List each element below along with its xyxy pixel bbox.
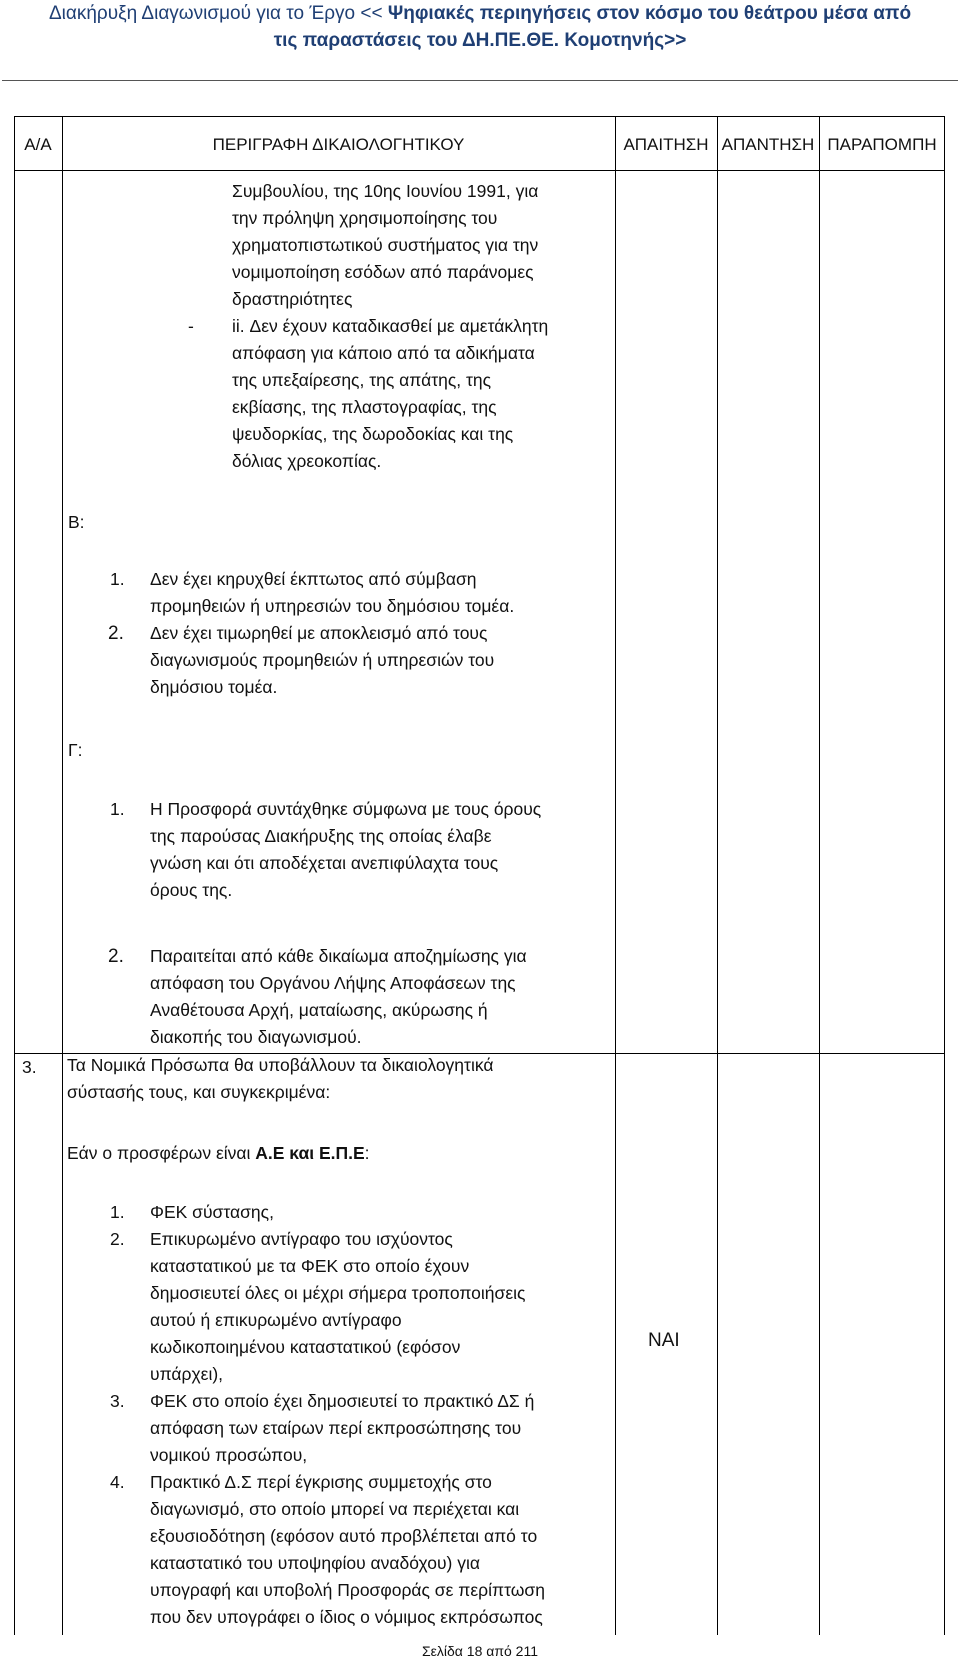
row-3-item-number: 2.: [110, 1229, 125, 1249]
section-a-line: την πρόληψη χρησιμοποίησης του: [232, 208, 498, 228]
row-3-item-number: 1.: [110, 1202, 125, 1222]
item-ii-line: δόλιας χρεοκοπίας.: [232, 451, 382, 471]
condition-suffix: :: [364, 1143, 370, 1163]
header-prefix: Διακήρυξη Διαγωνισμού για το Έργο <<: [48, 3, 388, 24]
row-3-item-line: κωδικοποιημένου καταστατικού (εφόσον: [150, 1337, 461, 1357]
col-divider-answer: [819, 116, 820, 1635]
row-3-number: 3.: [22, 1057, 37, 1077]
header-title-part-1: Ψηφιακές περιηγήσεις στον κόσμο του θεάτρου μέσα από: [387, 3, 912, 24]
row-3-item-line: Επικυρωμένο αντίγραφο του ισχύοντος: [150, 1229, 453, 1249]
col-head-requirement: ΑΠΑΙΤΗΣΗ: [623, 135, 709, 154]
row-3-item-line: διαγωνισμό, στο οποίο μπορεί να περιέχεται και: [150, 1499, 520, 1519]
section-b-item-line: δημόσιου τομέα.: [150, 677, 278, 697]
row-3-item-line: Πρακτικό Δ.Σ περί έγκρισης συμμετοχής στο: [150, 1472, 492, 1492]
row-3-item-line: ΦΕΚ σύστασης,: [150, 1202, 274, 1222]
row-3-item-number: 3.: [110, 1391, 125, 1411]
section-a-line: δραστηριότητες: [232, 289, 353, 309]
row-3-item-line: αυτού ή επικυρωμένο αντίγραφο: [150, 1310, 402, 1330]
section-b-item-number: 1.: [110, 569, 125, 589]
col-head-aa: Α/Α: [24, 135, 52, 154]
col-head-reference: ΠΑΡΑΠΟΜΠΗ: [827, 135, 937, 154]
row-3-item-line: υπάρχει),: [150, 1364, 224, 1384]
section-c-item-line: γνώση και ότι αποδέχεται ανεπιφύλαχτα τους: [150, 853, 499, 873]
col-divider-description: [615, 116, 616, 1635]
header-title-part-2: τις παραστάσεις του ΔΗ.ΠΕ.ΘΕ. Κομοτηνής>>: [273, 30, 687, 51]
header-row-border: [14, 170, 945, 171]
row-3-item-number: 4.: [110, 1472, 125, 1492]
section-c-item-number: 2.: [108, 946, 124, 967]
condition-company-types: Α.Ε και Ε.Π.Ε: [255, 1143, 365, 1163]
section-a-line: νομιμοποίηση εσόδων από παράνομες: [232, 262, 534, 282]
section-b-item-line: προμηθειών ή υπηρεσιών του δημόσιου τομέα.: [150, 596, 515, 616]
header-line-2: [0, 27, 960, 54]
section-c-label: Γ:: [68, 740, 83, 760]
section-c-item-line: Η Προσφορά συντάχθηκε σύμφωνα με τους όρους: [150, 799, 542, 819]
header-rule: [2, 80, 958, 81]
item-ii-dash: -: [188, 316, 194, 336]
section-a-line: χρηματοπιστωτικού συστήματος για την: [232, 235, 539, 255]
section-c-item-number: 1.: [110, 799, 125, 819]
section-a-line: Συμβουλίου, της 10ης Ιουνίου 1991, για: [232, 181, 539, 201]
section-c-item-line: διακοπής του διαγωνισμού.: [150, 1027, 362, 1047]
col-head-description: ΠΕΡΙΓΡΑΦΗ ΔΙΚΑΙΟΛΟΓΗΤΙΚΟΥ: [212, 135, 465, 154]
row-3-item-line: νομικού προσώπου,: [150, 1445, 308, 1465]
row-3-item-line: ΦΕΚ στο οποίο έχει δημοσιευτεί το πρακτικό ΔΣ ή: [150, 1391, 535, 1411]
section-c-item-line: της παρούσας Διακήρυξης της οποίας έλαβε: [150, 826, 492, 846]
section-c-item-line: Παραιτείται από κάθε δικαίωμα αποζημίωσης για: [150, 946, 527, 966]
item-ii-line: ψευδορκίας, της δωροδοκίας και της: [232, 424, 514, 444]
item-ii-line: απόφαση για κάποιο από τα αδικήματα: [232, 343, 535, 363]
row-3-item-line: καταστατικού με τα ΦΕΚ στο οποίο έχουν: [150, 1256, 470, 1276]
col-divider-requirement: [717, 116, 718, 1635]
section-c-item-line: απόφαση του Οργάνου Λήψης Αποφάσεων της: [150, 973, 516, 993]
item-ii-line: ii. Δεν έχουν καταδικασθεί με αμετάκλητη: [232, 316, 549, 336]
condition-prefix: Εάν ο προσφέρων είναι: [67, 1143, 256, 1163]
col-head-answer: ΑΠΑΝΤΗΣΗ: [721, 135, 815, 154]
row-3-item-line: απόφαση των εταίρων περί εκπροσώπησης του: [150, 1418, 522, 1438]
section-b-item-line: Δεν έχει κηρυχθεί έκπτωτος από σύμβαση: [150, 569, 477, 589]
row-3-item-line: καταστατικό του υποψηφίου αναδόχου) για: [150, 1553, 480, 1573]
section-c-item-line: Αναθέτουσα Αρχή, ματαίωσης, ακύρωσης ή: [150, 1000, 488, 1020]
section-b-item-line: διαγωνισμούς προμηθειών ή υπηρεσιών του: [150, 650, 495, 670]
row-3-item-line: εξουσιοδότηση (εφόσον αυτό προβλέπεται από το: [150, 1526, 538, 1546]
header-line-1: [0, 0, 960, 27]
item-ii-line: της υπεξαίρεσης, της απάτης, της: [232, 370, 492, 390]
col-divider-aa: [62, 116, 63, 1635]
row-3-item-line: υπογραφή και υποβολή Προσφοράς σε περίπτωση: [150, 1580, 545, 1600]
section-b-item-line: Δεν έχει τιμωρηθεί με αποκλεισμό από τους: [150, 623, 488, 643]
row-3-item-line: δημοσιευτεί όλες οι μέχρι σήμερα τροποποιήσεις: [150, 1283, 526, 1303]
document-header: [0, 0, 960, 54]
row-3-intro-line: Τα Νομικά Πρόσωπα θα υποβάλλουν τα δικαιολογητικά: [67, 1055, 494, 1075]
section-b-label: Β:: [68, 512, 85, 532]
section-c-item-line: όρους της.: [150, 880, 233, 900]
row-3-condition: [67, 1140, 370, 1167]
item-ii-line: εκβίασης, της πλαστογραφίας, της: [232, 397, 497, 417]
requirement-value: ΝΑΙ: [648, 1330, 680, 1351]
page-number: Σελίδα 18 από 211: [422, 1643, 538, 1659]
row-3-intro-line: σύστασής τους, και συγκεκριμένα:: [67, 1082, 331, 1102]
row-3-item-line: που δεν υπογράφει ο ίδιος ο νόμιμος εκπρόσωπος: [150, 1607, 543, 1627]
section-b-item-number: 2.: [108, 623, 124, 644]
